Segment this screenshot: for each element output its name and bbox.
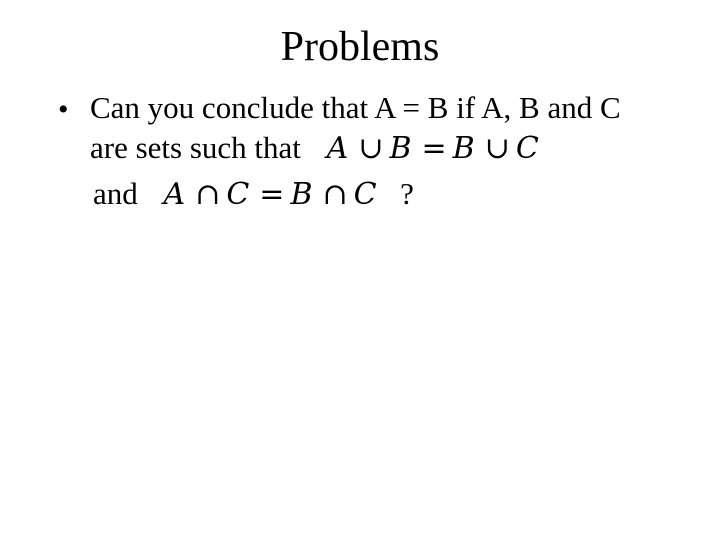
- union-symbol: ∪: [358, 131, 384, 166]
- equals-symbol: =: [421, 131, 447, 166]
- bullet-line-3: [93, 176, 414, 213]
- union-equation: [327, 131, 543, 166]
- math-b: B: [389, 131, 416, 166]
- math-c: C: [515, 131, 543, 166]
- line-3-text: and: [93, 176, 138, 211]
- bullet-line-1: Can you conclude that A = B if A, B and C: [90, 90, 621, 125]
- math-a: A: [326, 131, 353, 166]
- bullet-line-2: [90, 130, 543, 167]
- slide-title: Problems: [280, 24, 440, 70]
- math-b: B: [452, 131, 479, 166]
- math-a: A: [163, 177, 190, 212]
- line-2-text: are sets such that: [90, 130, 301, 165]
- union-symbol: ∪: [484, 131, 510, 166]
- intersection-symbol: ∩: [195, 177, 221, 212]
- math-c: C: [226, 177, 254, 212]
- equals-symbol: =: [259, 177, 285, 212]
- bullet-marker: •: [58, 93, 69, 126]
- math-c: C: [353, 177, 381, 212]
- question-mark: ?: [400, 176, 414, 211]
- math-b: B: [290, 177, 317, 212]
- intersection-symbol: ∩: [322, 177, 348, 212]
- intersection-equation: [164, 177, 395, 212]
